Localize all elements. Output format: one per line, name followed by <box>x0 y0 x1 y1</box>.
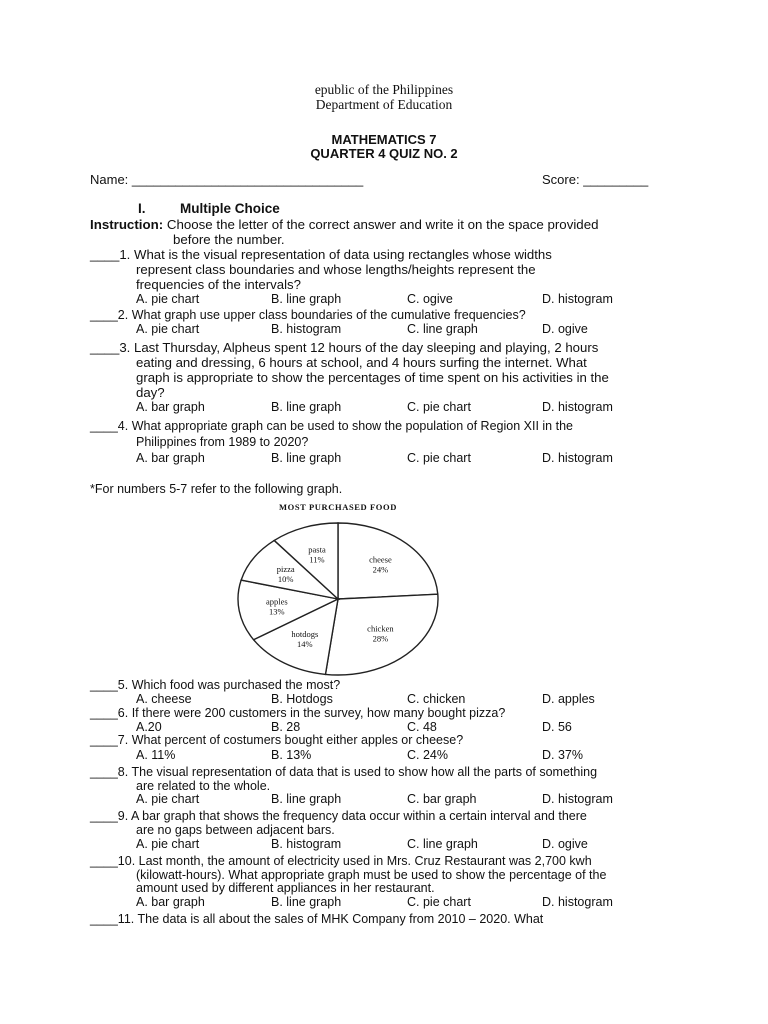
choice-d[interactable]: D. 56 <box>542 720 572 734</box>
choice-b[interactable]: B. 28 <box>271 720 301 734</box>
question-text: ____8. The visual representation of data that is used to show how all the parts of something <box>90 765 598 779</box>
question-text: are no gaps between adjacent bars. <box>136 822 335 837</box>
choice-a[interactable]: A. bar graph <box>136 451 205 465</box>
choice-c[interactable]: C. pie chart <box>407 895 471 909</box>
slice-value-pasta: 11% <box>309 554 325 565</box>
choice-b[interactable]: B. line graph <box>271 400 342 414</box>
choice-b[interactable]: B. histogram <box>271 322 342 336</box>
choice-a[interactable]: A. pie chart <box>136 837 200 851</box>
choice-a[interactable]: A. pie chart <box>136 792 200 806</box>
question-5 <box>90 679 340 693</box>
slice-value-chicken: 28% <box>372 633 389 644</box>
question-text: graph is appropriate to show the percentages of time spent on his activities in the <box>136 370 609 385</box>
choice-a[interactable]: A. bar graph <box>136 400 205 414</box>
slice-value-pizza: 10% <box>277 573 294 584</box>
question-text: ____1. What is the visual representation of data using rectangles whose widths <box>90 247 552 262</box>
question-text: frequencies of the intervals? <box>136 277 301 292</box>
name-label: Name: <box>90 172 129 187</box>
instruction-text-1: Choose the letter of the correct answer and write it on the space provided <box>166 217 599 232</box>
department-header: Department of Education <box>315 97 453 112</box>
question-text: represent class boundaries and whose lengths/heights represent the <box>136 262 536 277</box>
question-9 <box>90 810 587 837</box>
question-1 <box>90 247 552 292</box>
choice-a[interactable]: A. bar graph <box>136 895 205 909</box>
instruction <box>90 217 599 232</box>
choices-10 <box>136 895 736 910</box>
choice-d[interactable]: D. histogram <box>542 451 613 465</box>
choice-c[interactable]: C. 48 <box>407 720 437 734</box>
choice-a[interactable]: A. pie chart <box>136 322 200 336</box>
chart-title: MOST PURCHASED FOOD <box>279 502 397 512</box>
choice-d[interactable]: D. histogram <box>542 895 613 909</box>
question-text: eating and dressing, 6 hours at school, and 4 hours surfing the internet. What <box>136 355 587 370</box>
question-3 <box>90 340 609 400</box>
slice-value-apples: 13% <box>269 606 285 617</box>
question-text: are related to the whole. <box>136 778 271 793</box>
question-text: ____6. If there were 200 customers in the survey, how many bought pizza? <box>90 706 506 720</box>
slice-value-cheese: 24% <box>372 564 389 575</box>
slice-label-pasta: pasta <box>308 544 326 555</box>
slice-label-hotdogs: hotdogs <box>291 628 319 639</box>
question-text: day? <box>136 385 165 400</box>
section-number: I. <box>138 201 146 216</box>
choices-8 <box>136 792 736 807</box>
choice-a[interactable]: A. pie chart <box>136 292 200 306</box>
pie-chart <box>232 500 444 685</box>
graph-note: *For numbers 5-7 refer to the following graph. <box>90 482 343 496</box>
name-blank: ________________________________ <box>131 172 364 187</box>
choice-c[interactable]: C. bar graph <box>407 792 477 806</box>
question-text: ____9. A bar graph that shows the frequency data occur within a certain interval and there <box>90 809 587 823</box>
choice-c[interactable]: C. line graph <box>407 322 478 336</box>
score-label: Score: <box>542 172 580 187</box>
score-blank: _________ <box>583 172 649 187</box>
choice-c[interactable]: C. pie chart <box>407 451 471 465</box>
slice-label-chicken: chicken <box>367 623 394 634</box>
choices-1 <box>136 292 736 307</box>
slice-label-cheese: cheese <box>369 554 392 565</box>
question-text: ____7. What percent of costumers bought either apples or cheese? <box>90 733 464 747</box>
choice-b[interactable]: B. 13% <box>271 748 312 762</box>
question-text: Philippines from 1989 to 2020? <box>136 435 309 449</box>
question-text: ____4. What appropriate graph can be used to show the population of Region XII in the <box>90 419 573 433</box>
instruction-text-2: before the number. <box>173 232 285 247</box>
choice-b[interactable]: B. line graph <box>271 451 342 465</box>
question-2 <box>90 309 526 323</box>
choice-a[interactable]: A. cheese <box>136 692 192 706</box>
choice-a[interactable]: A.20 <box>136 720 162 734</box>
instruction-label: Instruction: <box>90 217 164 232</box>
choice-c[interactable]: C. pie chart <box>407 400 471 414</box>
score-field[interactable] <box>542 172 648 187</box>
choice-c[interactable]: C. line graph <box>407 837 478 851</box>
choice-b[interactable]: B. line graph <box>271 292 342 306</box>
choices-3 <box>136 400 736 415</box>
question-text: (kilowatt-hours). What appropriate graph must be used to show the percentage of the <box>136 867 607 882</box>
choice-d[interactable]: D. histogram <box>542 292 613 306</box>
section-title: Multiple Choice <box>180 201 280 216</box>
choice-a[interactable]: A. 11% <box>136 748 176 762</box>
slice-label-pizza: pizza <box>276 563 295 574</box>
question-6 <box>90 707 505 721</box>
question-8 <box>90 766 597 793</box>
quiz-number-title: QUARTER 4 QUIZ NO. 2 <box>310 146 458 161</box>
question-text: ____2. What graph use upper class boundaries of the cumulative frequencies? <box>90 308 526 322</box>
question-text: ____3. Last Thursday, Alpheus spent 12 hours of the day sleeping and playing, 2 hours <box>90 340 599 355</box>
question-text: ____11. The data is all about the sales of MHK Company from 2010 – 2020. What <box>90 912 544 926</box>
choice-d[interactable]: D. histogram <box>542 792 613 806</box>
choice-d[interactable]: D. apples <box>542 692 595 706</box>
choices-2 <box>136 322 736 337</box>
choice-d[interactable]: D. ogive <box>542 322 588 336</box>
choices-7 <box>136 748 736 763</box>
question-10 <box>90 855 606 896</box>
choice-b[interactable]: B. line graph <box>271 792 342 806</box>
question-text: amount used by different appliances in her restaurant. <box>136 881 435 895</box>
choices-9 <box>136 837 736 852</box>
choices-4 <box>136 451 736 466</box>
choice-b[interactable]: B. histogram <box>271 837 342 851</box>
choice-b[interactable]: B. Hotdogs <box>271 692 333 706</box>
quiz-subject-title: MATHEMATICS 7 <box>331 132 437 147</box>
choice-c[interactable]: C. ogive <box>407 292 453 306</box>
slice-label-apples: apples <box>265 596 288 607</box>
choice-d[interactable]: D. histogram <box>542 400 613 414</box>
question-7 <box>90 734 463 748</box>
choice-c[interactable]: C. chicken <box>407 692 466 706</box>
question-11 <box>90 913 543 927</box>
choice-b[interactable]: B. line graph <box>271 895 342 909</box>
choice-d[interactable]: D. ogive <box>542 837 588 851</box>
pie-chart-svg <box>232 500 444 685</box>
choices-5 <box>136 692 736 707</box>
choice-c[interactable]: C. 24% <box>407 748 448 762</box>
question-4 <box>90 418 573 450</box>
slice-value-hotdogs: 14% <box>297 638 313 649</box>
question-text: ____10. Last month, the amount of electricity used in Mrs. Cruz Restaurant was 2,700 kwh <box>90 854 592 868</box>
republic-header: epublic of the Philippines <box>314 82 454 97</box>
question-text: ____5. Which food was purchased the most? <box>90 678 341 692</box>
choice-d[interactable]: D. 37% <box>542 748 583 762</box>
name-field[interactable] <box>90 172 363 187</box>
